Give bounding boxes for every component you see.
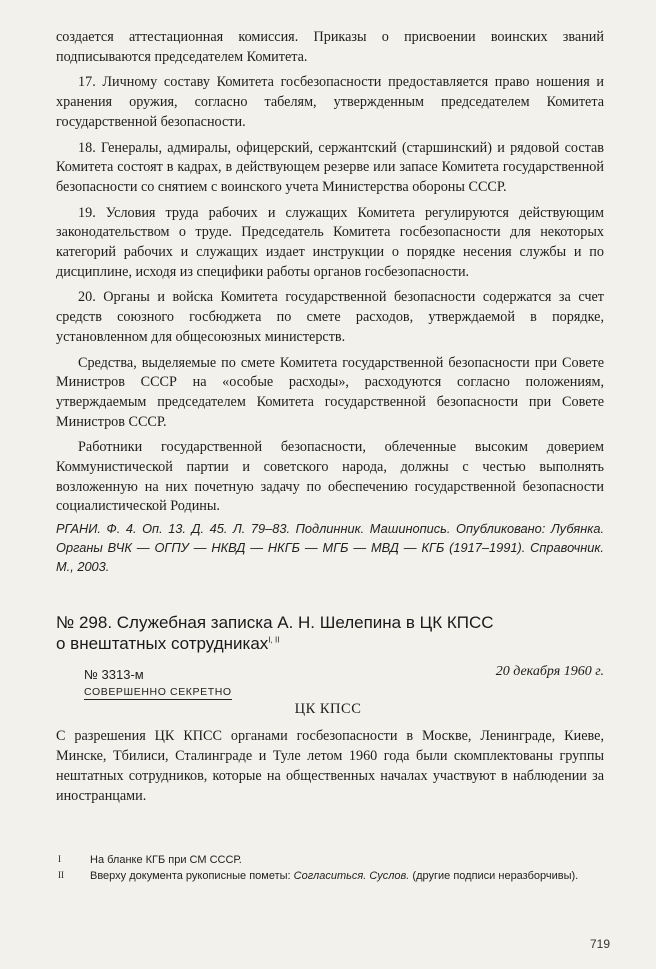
archival-source-citation: РГАНИ. Ф. 4. Оп. 13. Д. 45. Л. 79–83. Подлинник. Машинопись. Опубликовано: Лубянка. Органы ВЧК — ОГПУ — НКВД — НКГБ — МГБ — МВД — КГБ (1917–1991). Справочник. М., 2003.: [56, 521, 604, 574]
footnote-marks: I, II: [268, 635, 280, 645]
footnote-mark: I: [58, 854, 61, 864]
classification-stamp: СОВЕРШЕННО СЕКРЕТНО: [84, 686, 232, 698]
addressee: ЦК КПСС: [294, 701, 362, 717]
footnote-1: [56, 852, 604, 868]
document-date: 20 декабря 1960 г.: [495, 664, 604, 679]
paragraph-17: 17. Личному составу Комитета госбезопасности предоставляется право ношения и хранения оружия, согласно табелям, утвержденным председателем Комитета государственной безопасности.: [56, 74, 604, 130]
paragraph-closing: Работники государственной безопасности, облеченные высоким доверием Коммунистической партии и советского народа, должны с честью выполнять возложенную на них почетную задачу по обеспечению государственной безопасности социалистической Родины.: [56, 439, 604, 515]
paragraph-continuation: создается аттестационная комиссия. Приказы о присвоении воинских званий подписываются председателем Комитета.: [56, 29, 604, 65]
footnote-mark: II: [58, 870, 64, 880]
memo-text: С разрешения ЦК КПСС органами госбезопасности в Москве, Ленинграде, Киеве, Минске, Тбилиси, Сталинграде и Туле летом 1960 года были скомплектованы группы нештатных сотрудников, которые на общественных началах участвуют в наблюдении за иностранцами.: [56, 728, 604, 804]
paragraph-19: 19. Условия труда рабочих и служащих Комитета регулируются действующим законодательством о труде. Председатель Комитета госбезопасности для некоторых категорий рабочих и служащих издает инструкции о порядке несения службы и по дисциплине, исходя из специфики работы органов госбезопасности.: [56, 204, 604, 280]
document-title: [56, 612, 604, 654]
page-number: 719: [589, 937, 610, 951]
paragraph-special-expenses: Средства, выделяемые по смете Комитета государственной безопасности при Совете Министров СССР на «особые расходы», расходуются согласно положениям, утверждаемым председателем Комитета государственной безопасности при Совете Министров СССР.: [56, 354, 604, 430]
footnote-text-end: (другие подписи неразборчивы).: [409, 870, 579, 882]
paragraph-18: 18. Генералы, адмиралы, офицерский, сержантский (старшинский) и рядовой состав Комитета состоят в кадрах, в действующем резерве или запасе Комитета государственной безопасности со снятием с воинского учета Министерства обороны СССР.: [56, 139, 604, 195]
paragraph-20: 20. Органы и войска Комитета государственной безопасности содержатся за счет средств союзного госбюджета по смете расходов, утверждаемой в порядке, установленном для общесоюзных министерств.: [56, 289, 604, 345]
footnote-resolution: Согласиться. Суслов.: [293, 870, 410, 882]
document-number: № 3313-м: [84, 667, 144, 682]
title-line-1: № 298. Служебная записка А. Н. Шелепина в ЦК КПСС: [56, 613, 494, 632]
title-line-2-text: о внештатных сотрудниках: [56, 634, 269, 653]
footnote-text: На бланке КГБ при СМ СССР.: [90, 854, 242, 866]
footnotes: [56, 852, 604, 884]
title-line-2: [56, 633, 604, 654]
statute-text: [56, 28, 604, 523]
footnote-2: [56, 868, 604, 884]
footnote-text: Вверху документа рукописные пометы:: [90, 870, 294, 882]
